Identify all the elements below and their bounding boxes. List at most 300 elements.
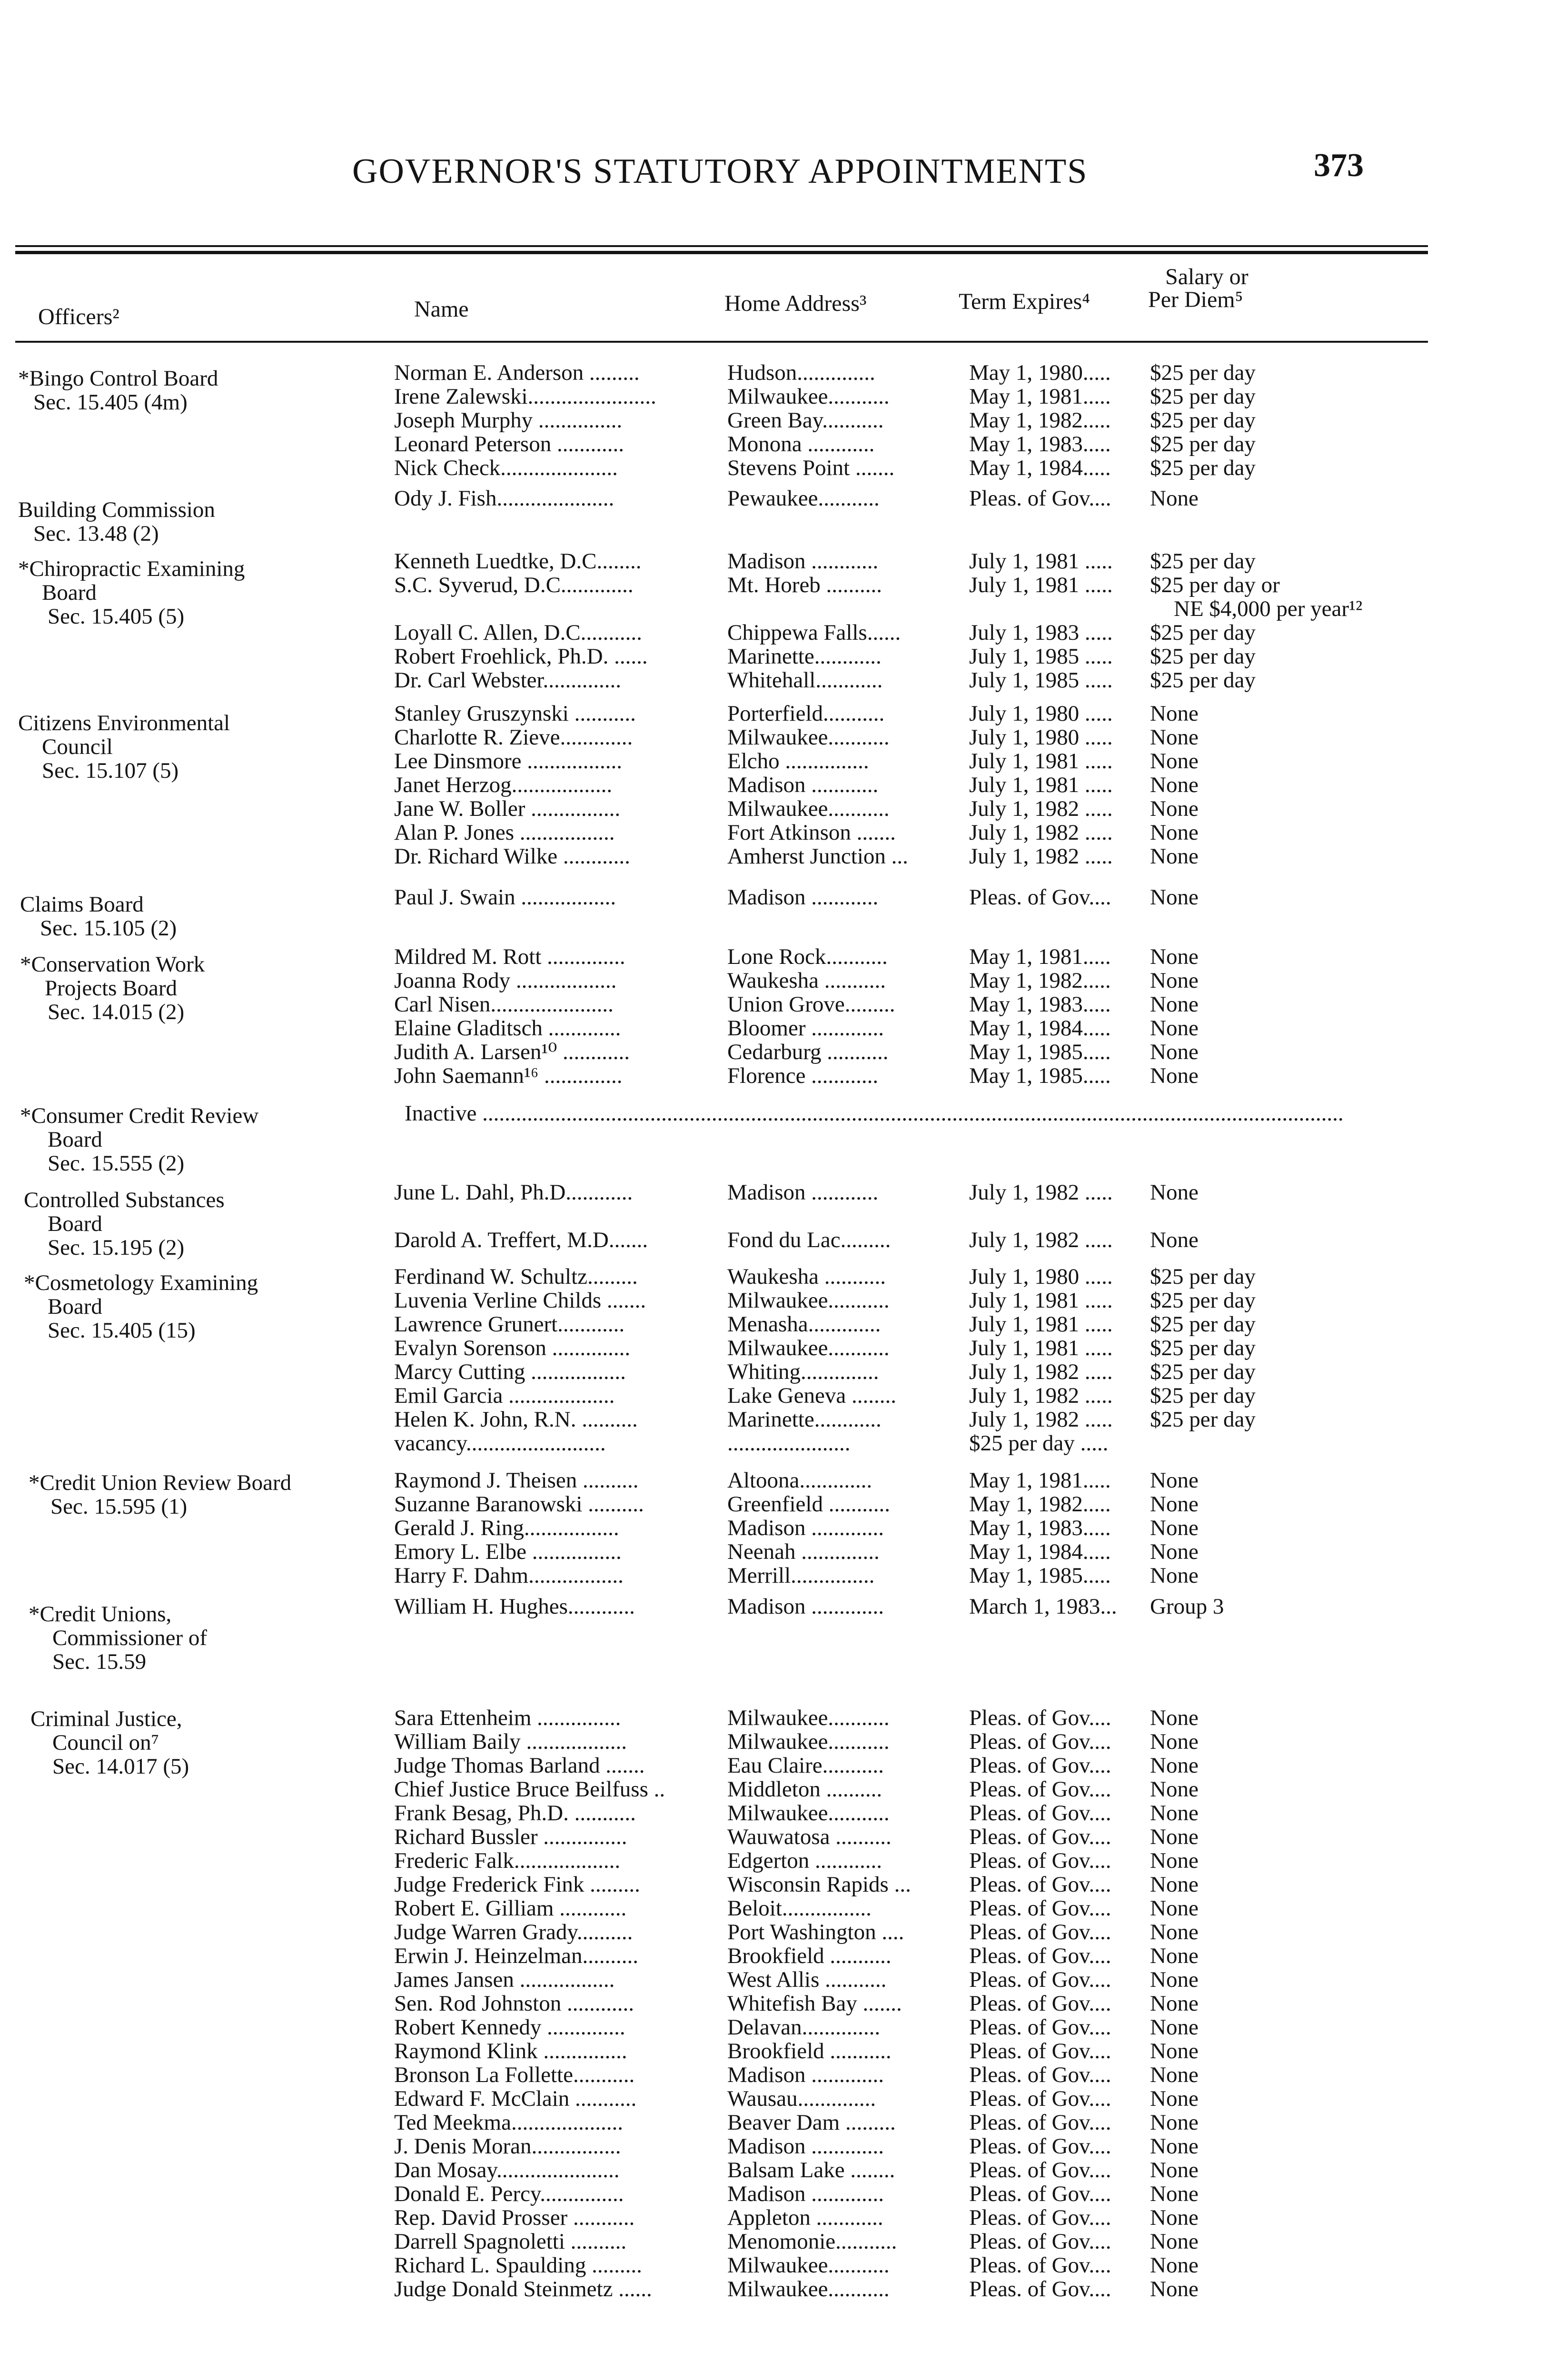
table-row — [0, 1289, 1428, 1312]
appointee-name: Joanna Rody .................. — [394, 968, 617, 993]
salary: None — [1150, 2063, 1199, 2087]
officer-subtitle: Board — [48, 1211, 102, 1236]
appointee-name: William H. Hughes............ — [394, 1594, 635, 1619]
salary: None — [1150, 749, 1199, 774]
salary: None — [1150, 2182, 1199, 2206]
appointee-name: Donald E. Percy............... — [394, 2182, 624, 2206]
salary: None — [1150, 1848, 1199, 1873]
term-expires: Pleas. of Gov.... — [969, 1991, 1111, 2016]
table-row — [0, 361, 1428, 385]
salary: None — [1150, 820, 1199, 845]
appointee-name: Raymond J. Theisen .......... — [394, 1468, 639, 1493]
officer-subtitle: Council on⁷ — [52, 1730, 159, 1755]
salary: None — [1150, 1944, 1199, 1968]
term-expires: Pleas. of Gov.... — [969, 1706, 1111, 1730]
table-row — [0, 844, 1428, 868]
term-expires: May 1, 1985..... — [969, 1563, 1111, 1588]
term-expires: Pleas. of Gov.... — [969, 2158, 1111, 2182]
term-expires: July 1, 1980 ..... — [969, 725, 1113, 750]
table-row — [0, 1825, 1428, 1849]
officer-title: Criminal Justice, — [30, 1706, 182, 1731]
salary: None — [1150, 1516, 1199, 1540]
home-address: Appleton ............ — [727, 2205, 883, 2230]
table-row — [0, 969, 1428, 992]
term-expires: Pleas. of Gov.... — [969, 2134, 1111, 2159]
term-expires: Pleas. of Gov.... — [969, 2063, 1111, 2087]
term-expires: Pleas. of Gov.... — [969, 1729, 1111, 1754]
term-expires: July 1, 1982 ..... — [969, 796, 1113, 821]
appointee-name: Alan P. Jones ................. — [394, 820, 615, 845]
appointee-name: Marcy Cutting ................. — [394, 1359, 626, 1384]
salary: None — [1150, 1777, 1199, 1802]
table-row — [0, 1944, 1428, 1968]
salary: None — [1150, 2015, 1199, 2040]
table-row — [0, 1595, 1428, 1618]
table-row — [0, 945, 1428, 969]
salary: None — [1150, 2229, 1199, 2254]
home-address: Monona ............ — [727, 432, 875, 456]
home-address: Delavan.............. — [727, 2015, 881, 2040]
appointee-name: Irene Zalewski....................... — [394, 384, 656, 409]
salary: $25 per day — [1150, 432, 1256, 456]
home-address: Menomonie........... — [727, 2229, 897, 2254]
home-address: Whitehall............ — [727, 668, 883, 693]
salary: None — [1150, 1063, 1199, 1088]
salary: $25 per day — [1150, 1383, 1256, 1408]
term-expires: Pleas. of Gov.... — [969, 1944, 1111, 1968]
appointee-name: Jane W. Boller ................ — [394, 796, 621, 821]
term-expires: Pleas. of Gov.... — [969, 2039, 1111, 2063]
term-expires: May 1, 1982..... — [969, 1492, 1111, 1517]
term-expires: July 1, 1982 ..... — [969, 1359, 1113, 1384]
term-expires: July 1, 1982 ..... — [969, 844, 1113, 869]
officer-subtitle: Commissioner of — [52, 1626, 208, 1650]
home-address: Elcho ............... — [727, 749, 869, 774]
appointee-name: Robert E. Gilliam ............ — [394, 1896, 627, 1921]
term-expires: July 1, 1985 ..... — [969, 668, 1113, 693]
term-expires: May 1, 1981..... — [969, 944, 1111, 969]
salary: None — [1150, 1872, 1199, 1897]
officer-subtitle: Sec. 15.405 (15) — [48, 1318, 196, 1343]
officer-subtitle: Sec. 15.405 (4m) — [33, 390, 188, 415]
officer-title: *Bingo Control Board — [18, 366, 218, 391]
col-term-expires: Term Expires⁴ — [959, 289, 1090, 314]
appointee-name: Bronson La Follette........... — [394, 2063, 635, 2087]
appointee-name: Nick Check..................... — [394, 456, 618, 480]
appointee-name: Darrell Spagnoletti .......... — [394, 2229, 627, 2254]
home-address: Madison ............. — [727, 1516, 884, 1540]
salary: None — [1150, 1228, 1199, 1252]
home-address: Milwaukee........... — [727, 1336, 890, 1360]
home-address: Madison ............. — [727, 2134, 884, 2159]
home-address: Waukesha ........... — [727, 968, 886, 993]
inactive-note: Inactive .......................................................................................................................................................... — [405, 1101, 1344, 1126]
salary: $25 per day — [1150, 1407, 1256, 1432]
home-address: Brookfield ........... — [727, 2039, 892, 2063]
column-header-rule — [15, 341, 1428, 343]
home-address: Madison ............ — [727, 1180, 879, 1205]
home-address: Milwaukee........... — [727, 2277, 890, 2301]
table-row — [0, 1516, 1428, 1540]
home-address: Pewaukee........... — [727, 486, 880, 511]
appointee-name: Paul J. Swain ................. — [394, 885, 616, 910]
appointee-name: Judge Donald Steinmetz ...... — [394, 2277, 652, 2301]
home-address: Balsam Lake ........ — [727, 2158, 895, 2182]
appointee-name: Norman E. Anderson ......... — [394, 360, 640, 385]
term-expires: Pleas. of Gov.... — [969, 2182, 1111, 2206]
home-address: Eau Claire........... — [727, 1753, 884, 1778]
salary: None — [1150, 773, 1199, 797]
salary: None — [1150, 1801, 1199, 1825]
table-row — [0, 432, 1428, 456]
table-row — [0, 1873, 1428, 1896]
appointee-name: vacancy......................... — [394, 1431, 606, 1456]
term-expires: May 1, 1985..... — [969, 1063, 1111, 1088]
appointee-name: John Saemann¹⁶ .............. — [394, 1063, 623, 1088]
salary: None — [1150, 885, 1199, 910]
table-row — [0, 797, 1428, 821]
appointee-name: Elaine Gladitsch ............. — [394, 1016, 621, 1041]
appointee-name: Kenneth Luedtke, D.C........ — [394, 549, 642, 574]
table-row — [0, 573, 1428, 597]
table-row — [0, 1016, 1428, 1040]
table-row — [0, 773, 1428, 797]
term-expires: July 1, 1981 ..... — [969, 549, 1113, 574]
term-expires: Pleas. of Gov.... — [969, 2110, 1111, 2135]
table-row — [0, 1040, 1428, 1064]
table-row — [0, 1408, 1428, 1431]
appointee-name: Frank Besag, Ph.D. ........... — [394, 1801, 636, 1825]
home-address: Mt. Horeb .......... — [727, 573, 882, 597]
term-expires: May 1, 1984..... — [969, 1539, 1111, 1564]
home-address: Milwaukee........... — [727, 384, 890, 409]
appointee-name: S.C. Syverud, D.C............. — [394, 573, 634, 597]
table-row — [0, 1801, 1428, 1825]
home-address: Beloit................ — [727, 1896, 872, 1921]
appointee-name: Mildred M. Rott .............. — [394, 944, 625, 969]
officer-subtitle: Council — [42, 734, 113, 759]
table-row — [0, 749, 1428, 773]
appointee-name: Richard L. Spaulding ......... — [394, 2253, 642, 2278]
officer-subtitle: Board — [48, 1127, 102, 1152]
table-row — [0, 549, 1428, 573]
salary: None — [1150, 1706, 1199, 1730]
officer-subtitle: Sec. 14.015 (2) — [48, 1000, 185, 1024]
table-row — [0, 1706, 1428, 1730]
salary: None — [1150, 1492, 1199, 1517]
home-address: Madison ............. — [727, 2182, 884, 2206]
appointee-name: Judge Thomas Barland ....... — [394, 1753, 645, 1778]
home-address: Madison ............. — [727, 1594, 884, 1619]
home-address: Madison ............ — [727, 549, 879, 574]
officer-subtitle: Sec. 15.105 (2) — [40, 916, 177, 941]
appointee-name: Robert Froehlick, Ph.D. ...... — [394, 644, 648, 669]
salary: $25 per day — [1150, 1336, 1256, 1360]
officer-title: *Conservation Work — [20, 952, 205, 977]
home-address: Lone Rock........... — [727, 944, 888, 969]
table-row — [0, 1360, 1428, 1384]
table-row — [0, 2158, 1428, 2182]
home-address: Hudson.............. — [727, 360, 875, 385]
appointee-name: Stanley Gruszynski ........... — [394, 701, 636, 726]
table-row — [0, 1754, 1428, 1777]
salary: $25 per day — [1150, 408, 1256, 433]
page-title: GOVERNOR'S STATUTORY APPOINTMENTS — [352, 152, 1088, 191]
home-address: Port Washington .... — [727, 1920, 904, 1944]
appointee-name: Judge Warren Grady.......... — [394, 1920, 633, 1944]
home-address: Milwaukee........... — [727, 1706, 890, 1730]
appointee-name: William Baily .................. — [394, 1729, 627, 1754]
term-expires: July 1, 1982 ..... — [969, 820, 1113, 845]
salary: None — [1150, 2134, 1199, 2159]
appointee-name: Richard Bussler ............... — [394, 1825, 627, 1849]
appointee-name: Carl Nisen...................... — [394, 992, 614, 1017]
term-expires: Pleas. of Gov.... — [969, 2086, 1111, 2111]
home-address: Milwaukee........... — [727, 1729, 890, 1754]
table-row — [0, 1968, 1428, 1992]
salary: None — [1150, 1539, 1199, 1564]
appointee-name: Frederic Falk................... — [394, 1848, 621, 1873]
appointee-name: Leonard Peterson ............ — [394, 432, 624, 456]
appointee-name: Rep. David Prosser ........... — [394, 2205, 635, 2230]
table-row — [0, 1564, 1428, 1587]
salary: None — [1150, 1040, 1199, 1064]
home-address: Lake Geneva ........ — [727, 1383, 896, 1408]
term-expires: July 1, 1982 ..... — [969, 1383, 1113, 1408]
salary: None — [1150, 701, 1199, 726]
term-expires: Pleas. of Gov.... — [969, 1848, 1111, 1873]
term-expires: July 1, 1982 ..... — [969, 1180, 1113, 1205]
home-address: Wauwatosa .......... — [727, 1825, 892, 1849]
appointee-name: Darold A. Treffert, M.D....... — [394, 1228, 648, 1252]
salary: None — [1150, 1991, 1199, 2016]
appointee-name: Luvenia Verline Childs ....... — [394, 1288, 646, 1313]
table-row — [0, 2230, 1428, 2253]
appointee-name: Chief Justice Bruce Beilfuss .. — [394, 1777, 665, 1802]
home-address: Whiting.............. — [727, 1359, 879, 1384]
table-row — [0, 645, 1428, 668]
table-row — [0, 2206, 1428, 2230]
term-expires: July 1, 1982 ..... — [969, 1407, 1113, 1432]
appointee-name: Dr. Carl Webster.............. — [394, 668, 622, 693]
salary: $25 per day — [1150, 360, 1256, 385]
salary: None — [1150, 1180, 1199, 1205]
appointee-name: Evalyn Sorenson .............. — [394, 1336, 631, 1360]
appointee-name: Harry F. Dahm................. — [394, 1563, 624, 1588]
col-home-address: Home Address³ — [724, 291, 867, 316]
table-row — [0, 1064, 1428, 1088]
home-address: Madison ............ — [727, 773, 879, 797]
appointee-name: Janet Herzog.................. — [394, 773, 613, 797]
table-row — [0, 2111, 1428, 2134]
home-address: Bloomer ............. — [727, 1016, 884, 1041]
term-expires: July 1, 1981 ..... — [969, 1336, 1113, 1360]
officer-title: Building Commission — [18, 497, 215, 522]
home-address: Wisconsin Rapids ... — [727, 1872, 911, 1897]
home-address: Milwaukee........... — [727, 2253, 890, 2278]
term-expires: Pleas. of Gov.... — [969, 2253, 1111, 2278]
term-expires: Pleas. of Gov.... — [969, 1777, 1111, 1802]
table-row — [0, 1431, 1428, 1455]
appointee-name: Helen K. John, R.N. .......... — [394, 1407, 638, 1432]
home-address: Neenah .............. — [727, 1539, 880, 1564]
officer-subtitle: Sec. 14.017 (5) — [52, 1754, 189, 1779]
table-row — [0, 2087, 1428, 2111]
officer-subtitle: Projects Board — [45, 976, 178, 1001]
term-expires: July 1, 1981 ..... — [969, 1312, 1113, 1337]
table-row — [0, 1384, 1428, 1408]
home-address: Porterfield........... — [727, 701, 885, 726]
term-expires: July 1, 1981 ..... — [969, 773, 1113, 797]
table-row — [0, 1312, 1428, 1336]
salary: None — [1150, 1729, 1199, 1754]
term-expires: Pleas. of Gov.... — [969, 2229, 1111, 2254]
officer-subtitle: Board — [42, 580, 97, 605]
home-address: Marinette............ — [727, 644, 882, 669]
salary: None — [1150, 1753, 1199, 1778]
term-expires: May 1, 1983..... — [969, 432, 1111, 456]
appointee-name: Ted Meekma.................... — [394, 2110, 623, 2135]
salary: Group 3 — [1150, 1594, 1224, 1619]
appointee-name: Joseph Murphy ............... — [394, 408, 623, 433]
home-address: Brookfield ........... — [727, 1944, 892, 1968]
salary: $25 per day — [1150, 644, 1256, 669]
salary: $25 per day or — [1150, 573, 1280, 597]
appointee-name: J. Denis Moran................ — [394, 2134, 621, 2159]
home-address: Union Grove......... — [727, 992, 895, 1017]
appointee-name: Judith A. Larsen¹⁰ ............ — [394, 1040, 630, 1064]
home-address: Altoona............. — [727, 1468, 872, 1493]
salary: None — [1150, 992, 1199, 1017]
term-expires: Pleas. of Gov.... — [969, 1801, 1111, 1825]
officer-title: Citizens Environmental — [18, 711, 230, 735]
officer-subtitle: Sec. 15.405 (5) — [48, 604, 185, 629]
table-row — [0, 1730, 1428, 1754]
appointee-name: Emory L. Elbe ................ — [394, 1539, 622, 1564]
table-row — [0, 668, 1428, 692]
salary: $25 per day — [1150, 620, 1256, 645]
table-row — [0, 385, 1428, 408]
salary: $25 per day — [1150, 1264, 1256, 1289]
officer-title: *Consumer Credit Review — [20, 1103, 259, 1128]
officer-title: *Credit Unions, — [29, 1602, 172, 1626]
table-row — [0, 885, 1428, 909]
term-expires: $25 per day ..... — [969, 1431, 1109, 1456]
term-expires: Pleas. of Gov.... — [969, 1967, 1111, 1992]
term-expires: July 1, 1983 ..... — [969, 620, 1113, 645]
officer-subtitle: Sec. 15.195 (2) — [48, 1235, 185, 1260]
term-expires: Pleas. of Gov.... — [969, 2015, 1111, 2040]
officer-subtitle: Sec. 15.555 (2) — [48, 1151, 185, 1176]
term-expires: May 1, 1981..... — [969, 384, 1111, 409]
salary: None — [1150, 1468, 1199, 1493]
term-expires: July 1, 1982 ..... — [969, 1228, 1113, 1252]
appointee-name: Dan Mosay...................... — [394, 2158, 620, 2182]
table-row — [0, 1777, 1428, 1801]
table-row — [0, 1336, 1428, 1360]
term-expires: May 1, 1980..... — [969, 360, 1111, 385]
salary: None — [1150, 2277, 1199, 2301]
term-expires: May 1, 1982..... — [969, 408, 1111, 433]
home-address: Edgerton ............ — [727, 1848, 882, 1873]
officer-subtitle: Sec. 15.59 — [52, 1649, 147, 1674]
appointee-name: James Jansen ................. — [394, 1967, 615, 1992]
table-row — [0, 725, 1428, 749]
table-row — [0, 1849, 1428, 1873]
table-row — [0, 1992, 1428, 2015]
salary: None — [1150, 2110, 1199, 2135]
home-address: ...................... — [727, 1431, 851, 1456]
term-expires: May 1, 1983..... — [969, 1516, 1111, 1540]
term-expires: May 1, 1984..... — [969, 1016, 1111, 1041]
officer-title: Controlled Substances — [24, 1188, 225, 1212]
home-address: Middleton .......... — [727, 1777, 882, 1802]
table-row — [0, 702, 1428, 725]
term-expires: July 1, 1981 ..... — [969, 1288, 1113, 1313]
term-expires: Pleas. of Gov.... — [969, 486, 1111, 511]
term-expires: Pleas. of Gov.... — [969, 2277, 1111, 2301]
salary: None — [1150, 968, 1199, 993]
term-expires: May 1, 1983..... — [969, 992, 1111, 1017]
home-address: Florence ............ — [727, 1063, 879, 1088]
home-address: Wausau.............. — [727, 2086, 876, 2111]
officer-title: Claims Board — [20, 892, 144, 917]
appointee-name: Raymond Klink ............... — [394, 2039, 627, 2063]
appointee-name: Robert Kennedy .............. — [394, 2015, 625, 2040]
home-address: Green Bay........... — [727, 408, 884, 433]
salary: None — [1150, 2253, 1199, 2278]
term-expires: July 1, 1980 ..... — [969, 701, 1113, 726]
officer-title: *Chiropractic Examining — [18, 556, 245, 581]
salary: None — [1150, 2205, 1199, 2230]
officer-subtitle: Sec. 15.107 (5) — [42, 758, 179, 783]
officer-title: *Cosmetology Examining — [24, 1270, 258, 1295]
home-address: Fort Atkinson ....... — [727, 820, 896, 845]
table-row — [0, 1540, 1428, 1564]
home-address: Waukesha ........... — [727, 1264, 886, 1289]
appointee-name: Lawrence Grunert............ — [394, 1312, 625, 1337]
appointee-name: Charlotte R. Zieve............. — [394, 725, 633, 750]
term-expires: May 1, 1981..... — [969, 1468, 1111, 1493]
salary: None — [1150, 725, 1199, 750]
term-expires: Pleas. of Gov.... — [969, 1825, 1111, 1849]
home-address: Beaver Dam ......... — [727, 2110, 896, 2135]
table-row — [0, 2182, 1428, 2206]
term-expires: March 1, 1983... — [969, 1594, 1117, 1619]
term-expires: Pleas. of Gov.... — [969, 2205, 1111, 2230]
term-expires: Pleas. of Gov.... — [969, 1872, 1111, 1897]
salary: None — [1150, 844, 1199, 869]
table-row — [0, 408, 1428, 432]
appointee-name: Emil Garcia ................... — [394, 1383, 615, 1408]
salary: None — [1150, 1967, 1199, 1992]
term-expires: July 1, 1985 ..... — [969, 644, 1113, 669]
table-row — [0, 456, 1428, 480]
home-address: Milwaukee........... — [727, 796, 890, 821]
salary: None — [1150, 486, 1199, 511]
appointee-name: Ody J. Fish..................... — [394, 486, 614, 511]
salary: $25 per day — [1150, 1312, 1256, 1337]
term-expires: July 1, 1981 ..... — [969, 573, 1113, 597]
header-rule-double — [15, 251, 1428, 254]
salary: None — [1150, 2158, 1199, 2182]
appointee-name: Ferdinand W. Schultz......... — [394, 1264, 638, 1289]
home-address: Marinette............ — [727, 1407, 882, 1432]
home-address: Milwaukee........... — [727, 1801, 890, 1825]
salary: None — [1150, 2086, 1199, 2111]
appointee-name: Loyall C. Allen, D.C........... — [394, 620, 642, 645]
term-expires: Pleas. of Gov.... — [969, 1753, 1111, 1778]
